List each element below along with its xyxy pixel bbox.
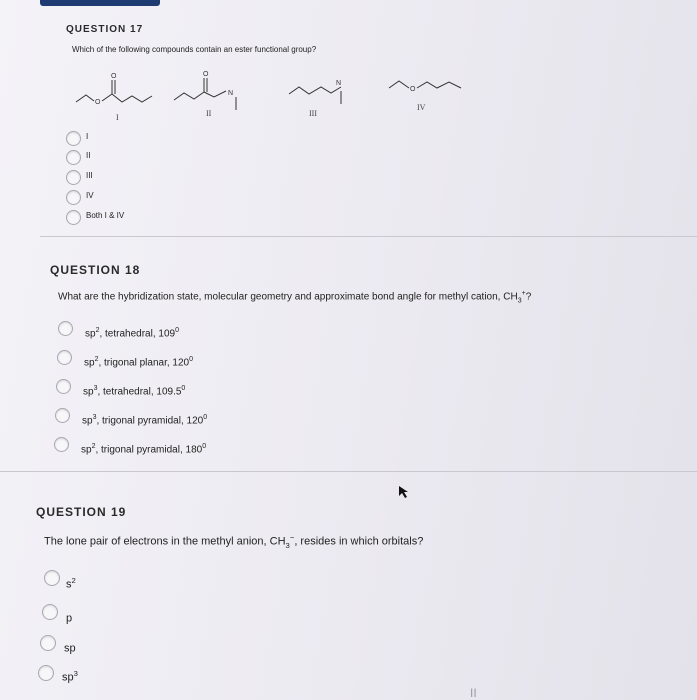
- option-label: $sp^3$, tetrahedral, 109.5$^0$: [83, 385, 186, 398]
- radio-button[interactable]: [42, 604, 58, 620]
- radio-button[interactable]: [57, 350, 72, 365]
- question-19-heading: QUESTION 19: [36, 505, 127, 519]
- q18-option-5[interactable]: [54, 437, 206, 455]
- radio-button[interactable]: [66, 190, 81, 205]
- q17-option-III[interactable]: [66, 170, 93, 185]
- superscript: −: [289, 533, 295, 542]
- q18-option-1[interactable]: [58, 321, 179, 339]
- mouse-cursor-icon: [398, 485, 410, 499]
- oxygen-label: O: [95, 99, 101, 106]
- option-label: $sp^2$, trigonal planar, $120^0$: [84, 356, 193, 369]
- structure-IV: [385, 76, 470, 118]
- superscript: +: [521, 290, 526, 297]
- option-label: II: [86, 151, 91, 160]
- radio-button[interactable]: [66, 170, 81, 185]
- oxygen-label: O: [203, 71, 209, 78]
- nitrogen-label: N: [336, 80, 342, 87]
- q17-option-IV[interactable]: [66, 190, 94, 205]
- option-label: III: [86, 171, 93, 180]
- oxygen-label: O: [410, 86, 416, 93]
- question-divider: [0, 471, 697, 472]
- q17-option-both-I-IV[interactable]: [66, 210, 124, 225]
- option-label: $sp^2$, tetrahedral, $109^0$: [85, 327, 179, 340]
- subscript: 3: [285, 540, 290, 550]
- q17-option-II[interactable]: [66, 150, 90, 165]
- option-label: $sp^3$: [62, 669, 78, 684]
- radio-button[interactable]: [38, 665, 54, 681]
- q19-option-sp[interactable]: [40, 635, 76, 655]
- q18-option-2[interactable]: [57, 350, 193, 368]
- radio-button[interactable]: [66, 150, 81, 165]
- option-label: $sp^3$, trigonal pyramidal, $120^0$: [82, 414, 208, 427]
- radio-button[interactable]: [58, 321, 73, 336]
- q18-option-4[interactable]: [55, 408, 207, 426]
- q19-option-p[interactable]: [42, 604, 72, 625]
- question-17-heading: QUESTION 17: [66, 24, 144, 35]
- header-bar: [40, 0, 160, 6]
- bottom-fragment-text: II: [470, 686, 477, 700]
- structure-label-IV: IV: [417, 103, 426, 112]
- radio-button[interactable]: [44, 570, 60, 586]
- question-17-text: Which of the following compounds contain an ester functional group?: [72, 45, 317, 54]
- radio-button[interactable]: [66, 131, 81, 146]
- question-text-main: What are the hybridization state, molecular geometry and approximate bond angle for methyl cation, CH: [58, 291, 518, 303]
- option-label: $s^2$: [66, 576, 76, 591]
- option-label: $sp^2$, trigonal pyramidal, $180^0$: [81, 443, 207, 456]
- option-label: p: [66, 612, 73, 625]
- radio-button[interactable]: [66, 210, 81, 225]
- question-18-text: [58, 290, 531, 304]
- structure-I: [70, 70, 160, 125]
- radio-button[interactable]: [56, 379, 71, 394]
- question-18-heading: QUESTION 18: [50, 263, 141, 277]
- question-text-main: The lone pair of electrons in the methyl anion, CH: [44, 535, 286, 548]
- subscript: 3: [517, 297, 522, 305]
- q17-option-I[interactable]: [66, 131, 88, 146]
- option-label: sp: [64, 642, 76, 655]
- q19-option-s2[interactable]: [44, 570, 76, 591]
- radio-button[interactable]: [54, 437, 69, 452]
- radio-button[interactable]: [55, 408, 70, 423]
- question-19-text: [44, 533, 423, 550]
- nitrogen-label: N: [228, 90, 234, 97]
- q19-option-sp3[interactable]: [38, 665, 78, 684]
- oxygen-label: O: [111, 73, 117, 80]
- question-divider: [40, 236, 697, 237]
- structure-III: [285, 76, 360, 121]
- option-label: IV: [86, 191, 94, 200]
- option-label: Both I & IV: [86, 211, 125, 220]
- q18-option-3[interactable]: [56, 379, 185, 397]
- question-text-end: ?: [525, 291, 532, 303]
- structure-label-II: II: [206, 109, 212, 118]
- question-text-end: , resides in which orbitals?: [294, 535, 424, 548]
- radio-button[interactable]: [40, 635, 56, 651]
- option-label: I: [86, 132, 89, 141]
- structure-II: [170, 66, 255, 121]
- structure-label-III: III: [309, 109, 317, 118]
- structure-label-I: I: [116, 113, 119, 122]
